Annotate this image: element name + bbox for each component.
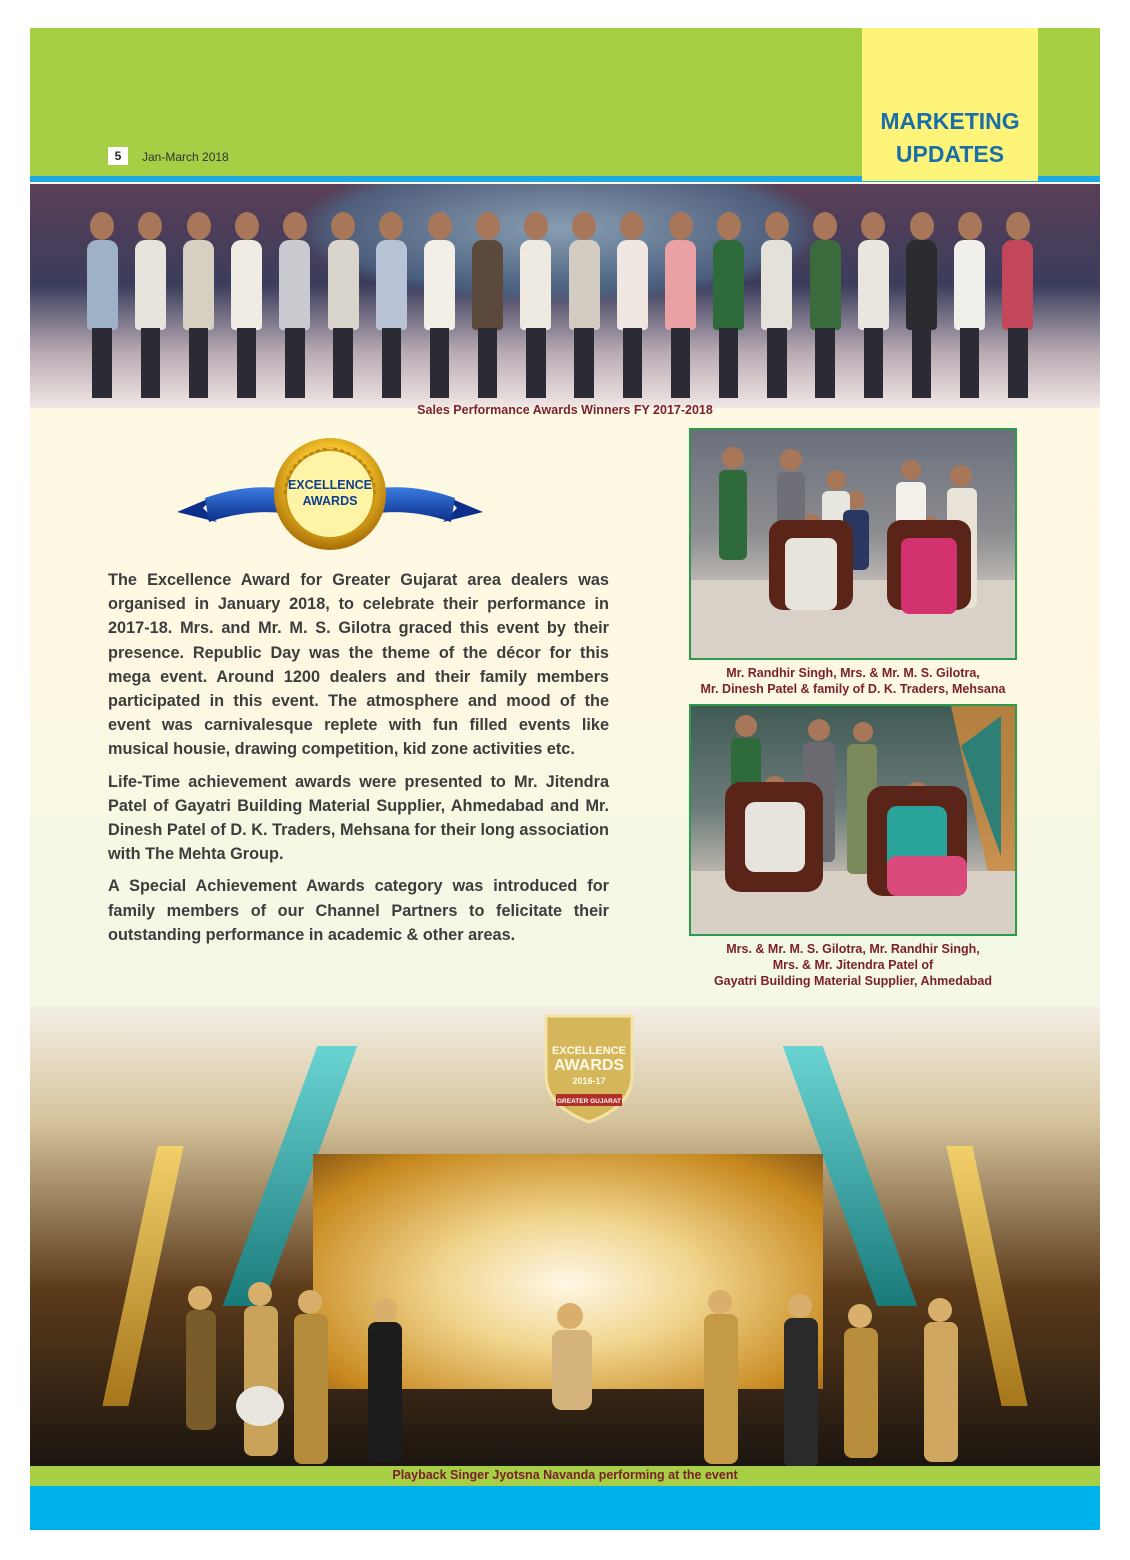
group-of-people xyxy=(80,212,1040,402)
photo2-caption xyxy=(664,941,1042,989)
article-paragraph: Life-Time achievement awards were presented to Mr. Jitendra Patel of Gayatri Building Material Supplier, Ahmedabad and Mr. Dinesh Patel of D. K. Traders, Mehsana for their long association with The Mehta Group. xyxy=(108,772,609,864)
photo2-caption-line3: Gayatri Building Material Supplier, Ahmedabad xyxy=(713,974,993,988)
section-tab xyxy=(862,28,1038,181)
person xyxy=(80,212,124,402)
newsletter-page xyxy=(30,28,1100,1530)
gilotra-jitendra-patel-photo xyxy=(689,704,1017,936)
photo2-caption-line1: Mrs. & Mr. M. S. Gilotra, Mr. Randhir Singh, xyxy=(726,942,980,956)
person xyxy=(948,212,992,402)
photo2-caption-line2: Mrs. & Mr. Jitendra Patel of xyxy=(772,958,934,972)
shield-ribbon: GREATER GUJARAT xyxy=(556,1098,622,1105)
article-paragraph: The Excellence Award for Greater Gujarat area dealers was organised in January 2018, to celebrate their performance in 2017-18. Mrs. and Mr. M. S. Gilotra graced this event by their presence. Republic Day was the theme of the décor for this mega event. Around 1200 dealers and their family members participated in this event. The atmosphere and mood of the event was carnivalesque replete with fun filled events like musical housie, drawing competition, kid zone activities etc. xyxy=(108,571,609,759)
article-paragraph: A Special Achievement Awards category was introduced for family members of our Channel Partners to felicitate their outstanding performance in academic & other areas. xyxy=(108,877,609,944)
section-title-line1: MARKETING xyxy=(880,108,1020,134)
singer-performance-photo xyxy=(30,1006,1100,1466)
photo1-caption-line1: Mr. Randhir Singh, Mrs. & Mr. M. S. Gilotra, xyxy=(726,666,980,680)
person xyxy=(562,212,606,402)
photo1-caption-line2: Mr. Dinesh Patel & family of D. K. Traders, Mehsana xyxy=(700,682,1006,696)
photo-illustration xyxy=(691,430,1015,658)
person xyxy=(610,212,654,402)
person xyxy=(899,212,943,402)
excellence-awards-shield xyxy=(542,1006,636,1124)
person xyxy=(369,212,413,402)
person xyxy=(225,212,269,402)
person xyxy=(851,212,895,402)
excellence-awards-badge xyxy=(175,436,485,552)
person xyxy=(996,212,1040,402)
person xyxy=(128,212,172,402)
badge-line2: AWARDS xyxy=(302,494,358,508)
person xyxy=(466,212,510,402)
person xyxy=(658,212,702,402)
shield-line2: AWARDS xyxy=(553,1057,625,1074)
footer-band xyxy=(30,1486,1100,1530)
photo1-caption xyxy=(664,665,1042,697)
person xyxy=(321,212,365,402)
person xyxy=(803,212,847,402)
person xyxy=(273,212,317,402)
person xyxy=(176,212,220,402)
bottom-photo-caption: Playback Singer Jyotsna Navanda performing at the event xyxy=(392,1468,738,1482)
page-number: 5 xyxy=(108,147,128,165)
section-title-line2: UPDATES xyxy=(895,141,1005,167)
shield-line1: EXCELLENCE xyxy=(552,1045,626,1057)
person xyxy=(755,212,799,402)
photo-illustration xyxy=(691,706,1015,934)
performers-group xyxy=(160,1276,980,1466)
top-photo-caption: Sales Performance Awards Winners FY 2017-2018 xyxy=(417,403,713,417)
person xyxy=(707,212,751,402)
person xyxy=(417,212,461,402)
shield-year: 2016-17 xyxy=(572,1076,606,1086)
badge-line1: EXCELLENCE xyxy=(287,478,373,492)
person xyxy=(514,212,558,402)
gilotra-dinesh-patel-photo xyxy=(689,428,1017,660)
award-winners-photo xyxy=(30,184,1100,408)
issue-date: Jan-March 2018 xyxy=(142,150,229,164)
article-body xyxy=(108,568,609,955)
